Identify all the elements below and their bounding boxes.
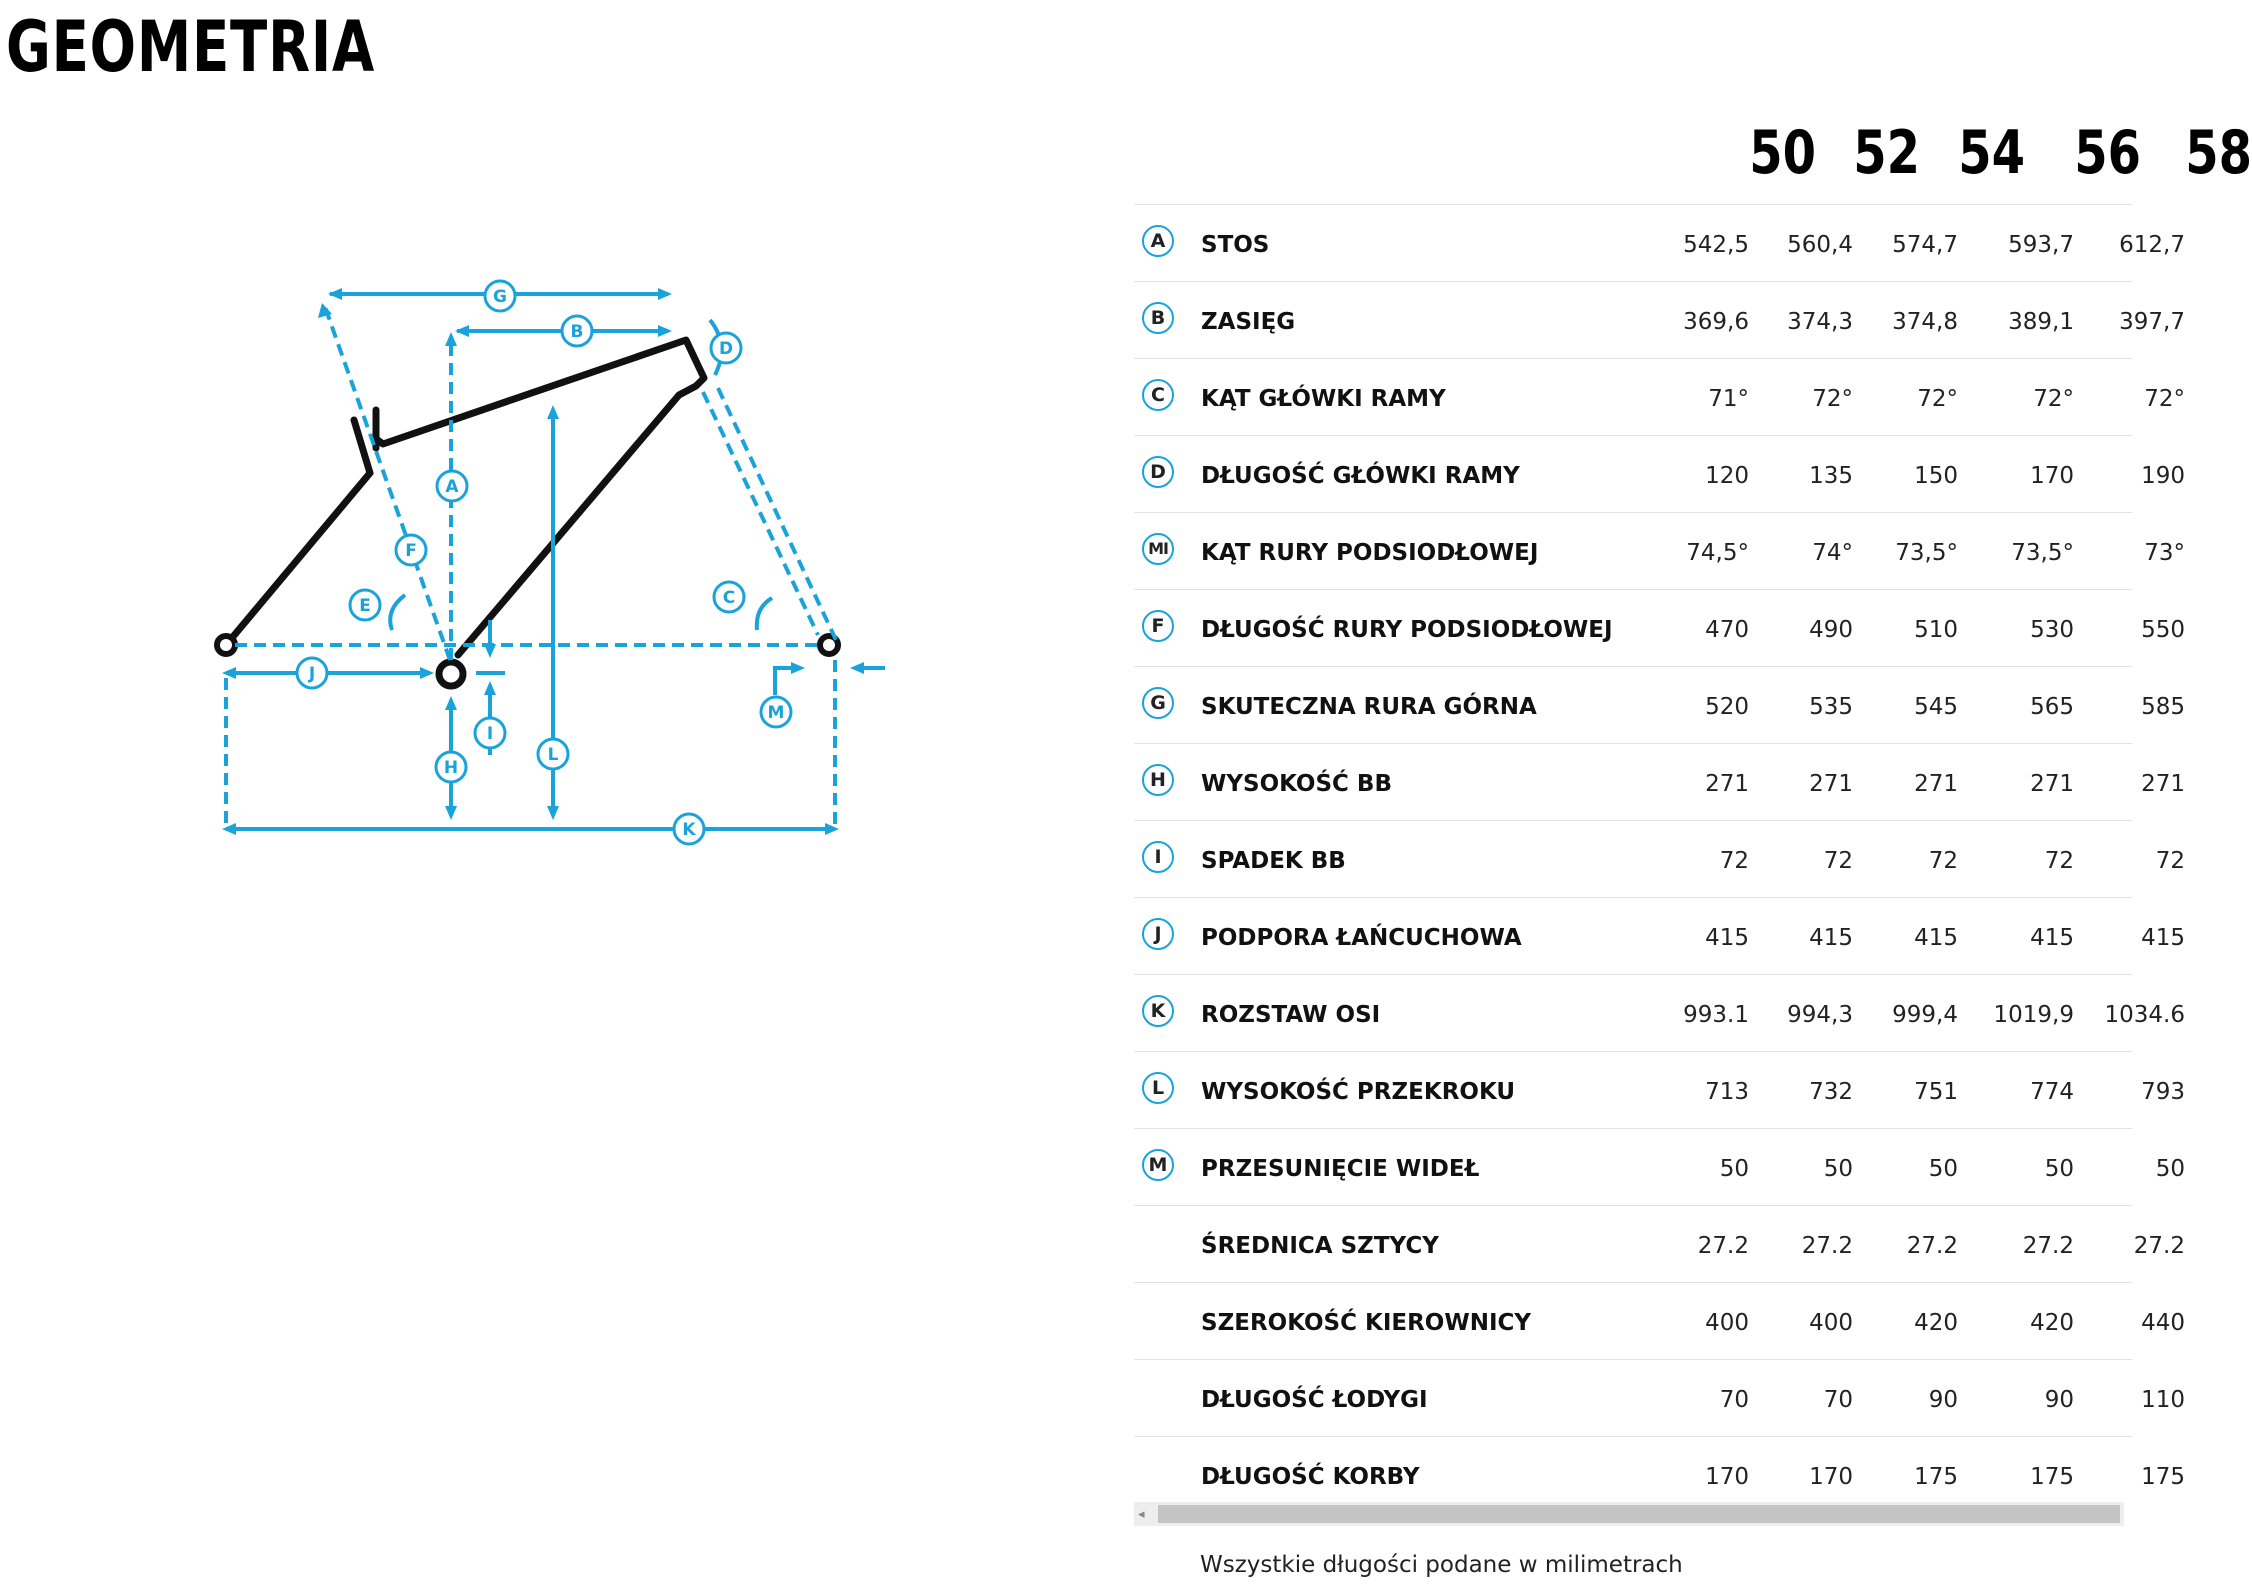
cell-value: 612,7 — [2119, 232, 2185, 258]
table-row — [1134, 1128, 2185, 1205]
cell-value: 510 — [1914, 617, 1958, 643]
cell-value: 72° — [1917, 386, 1958, 412]
cell-value: 72 — [1719, 848, 1749, 874]
cell-value: 70 — [1719, 1387, 1749, 1413]
cell-value: 550 — [2141, 617, 2185, 643]
dimension-badge: MI — [1142, 533, 1174, 565]
cell-value: 72° — [2144, 386, 2185, 412]
cell-value: 415 — [2141, 925, 2185, 951]
cell-value: 565 — [2030, 694, 2074, 720]
table-row — [1134, 589, 2185, 666]
cell-value: 415 — [2030, 925, 2074, 951]
cell-value: 389,1 — [2008, 309, 2074, 335]
cell-value: 271 — [2141, 771, 2185, 797]
cell-value: 535 — [1809, 694, 1853, 720]
svg-text:G: G — [493, 287, 507, 307]
cell-value: 420 — [2030, 1310, 2074, 1336]
row-label: ROZSTAW OSI — [1201, 1002, 1381, 1028]
dimension-badge: K — [1142, 995, 1174, 1027]
cell-value: 170 — [1705, 1464, 1749, 1490]
cell-value: 993.1 — [1683, 1002, 1749, 1028]
svg-text:K: K — [682, 820, 696, 840]
size-header: 56 — [2074, 118, 2141, 188]
row-label: KĄT RURY PODSIODŁOWEJ — [1201, 540, 1539, 566]
row-label: ŚREDNICA SZTYCY — [1201, 1233, 1439, 1259]
cell-value: 374,8 — [1892, 309, 1958, 335]
table-row — [1134, 281, 2185, 358]
row-label: DŁUGOŚĆ KORBY — [1201, 1464, 1420, 1490]
table-row — [1134, 512, 2185, 589]
cell-value: 72 — [1823, 848, 1853, 874]
cell-value: 72 — [1928, 848, 1958, 874]
dimension-badge: J — [1142, 918, 1174, 950]
svg-text:C: C — [722, 588, 736, 608]
cell-value: 120 — [1705, 463, 1749, 489]
cell-value: 170 — [2030, 463, 2074, 489]
row-label: SZEROKOŚĆ KIEROWNICY — [1201, 1310, 1532, 1336]
cell-value: 150 — [1914, 463, 1958, 489]
cell-value: 50 — [1928, 1156, 1958, 1182]
row-label: DŁUGOŚĆ RURY PODSIODŁOWEJ — [1201, 617, 1613, 643]
cell-value: 999,4 — [1892, 1002, 1958, 1028]
cell-value: 530 — [2030, 617, 2074, 643]
dimension-badge: D — [1142, 456, 1174, 488]
row-label: KĄT GŁÓWKI RAMY — [1201, 386, 1446, 412]
cell-value: 73,5° — [1895, 540, 1958, 566]
row-label: SPADEK BB — [1201, 848, 1346, 874]
table-row — [1134, 820, 2185, 897]
cell-value: 73° — [2144, 540, 2185, 566]
cell-value: 50 — [1823, 1156, 1853, 1182]
table-row — [1134, 974, 2185, 1051]
cell-value: 72° — [2033, 386, 2074, 412]
cell-value: 74° — [1812, 540, 1853, 566]
svg-text:B: B — [570, 322, 584, 342]
table-row — [1134, 1282, 2185, 1359]
bike-frame — [226, 340, 704, 655]
table-row — [1134, 1205, 2185, 1282]
cell-value: 545 — [1914, 694, 1958, 720]
cell-value: 90 — [2044, 1387, 2074, 1413]
dimension-badge: G — [1142, 687, 1174, 719]
row-label: WYSOKOŚĆ PRZEKROKU — [1201, 1079, 1516, 1105]
cell-value: 732 — [1809, 1079, 1853, 1105]
cell-value: 190 — [2141, 463, 2185, 489]
cell-value: 585 — [2141, 694, 2185, 720]
cell-value: 90 — [1928, 1387, 1958, 1413]
cell-value: 271 — [1914, 771, 1958, 797]
cell-value: 1034.6 — [2104, 1002, 2185, 1028]
cell-value: 71° — [1708, 386, 1749, 412]
cell-value: 27.2 — [2133, 1233, 2185, 1259]
cell-value: 420 — [1914, 1310, 1958, 1336]
cell-value: 774 — [2030, 1079, 2074, 1105]
cell-value: 50 — [1719, 1156, 1749, 1182]
dimension-badge: F — [1142, 610, 1174, 642]
table-row — [1134, 743, 2185, 820]
cell-value: 27.2 — [1697, 1233, 1749, 1259]
cell-value: 713 — [1705, 1079, 1749, 1105]
rear-axle — [217, 636, 235, 654]
row-label: PODPORA ŁAŃCUCHOWA — [1201, 925, 1522, 951]
geometry-diagram — [200, 270, 920, 870]
cell-value: 397,7 — [2119, 309, 2185, 335]
cell-value: 70 — [1823, 1387, 1853, 1413]
dimension-badge: M — [1142, 1149, 1174, 1181]
page-title: GEOMETRIA — [6, 6, 376, 88]
svg-text:D: D — [718, 339, 734, 359]
cell-value: 73,5° — [2011, 540, 2074, 566]
scroll-left-icon[interactable]: ◂ — [1138, 1506, 1145, 1521]
cell-value: 793 — [2141, 1079, 2185, 1105]
cell-value: 470 — [1705, 617, 1749, 643]
table-body — [1134, 204, 2185, 1513]
svg-text:A: A — [445, 477, 459, 497]
horizontal-scrollbar[interactable] — [1134, 1502, 2124, 1526]
svg-text:H: H — [443, 758, 459, 778]
row-label: STOS — [1201, 232, 1270, 258]
cell-value: 170 — [1809, 1464, 1853, 1490]
table-row — [1134, 1051, 2185, 1128]
svg-text:E: E — [359, 596, 371, 616]
table-row — [1134, 358, 2185, 435]
cell-value: 50 — [2044, 1156, 2074, 1182]
svg-text:L: L — [547, 745, 559, 765]
svg-text:I: I — [486, 724, 494, 744]
cell-value: 1019,9 — [1993, 1002, 2074, 1028]
row-label: WYSOKOŚĆ BB — [1201, 771, 1392, 797]
cell-value: 135 — [1809, 463, 1853, 489]
svg-text:J: J — [308, 664, 316, 684]
cell-value: 490 — [1809, 617, 1853, 643]
cell-value: 440 — [2141, 1310, 2185, 1336]
cell-value: 74,5° — [1686, 540, 1749, 566]
cell-value: 994,3 — [1787, 1002, 1853, 1028]
cell-value: 560,4 — [1787, 232, 1853, 258]
row-label: SKUTECZNA RURA GÓRNA — [1201, 694, 1537, 720]
table-row — [1134, 666, 2185, 743]
scroll-thumb[interactable] — [1158, 1505, 2120, 1523]
cell-value: 400 — [1809, 1310, 1853, 1336]
cell-value: 415 — [1914, 925, 1958, 951]
table-row — [1134, 897, 2185, 974]
dimension-badge: B — [1142, 302, 1174, 334]
table-row — [1134, 1359, 2185, 1436]
size-header-row — [1134, 118, 2252, 204]
row-label: DŁUGOŚĆ ŁODYGI — [1201, 1387, 1428, 1413]
cell-value: 542,5 — [1683, 232, 1749, 258]
cell-value: 369,6 — [1683, 309, 1749, 335]
row-label: PRZESUNIĘCIE WIDEŁ — [1201, 1156, 1480, 1182]
svg-text:F: F — [405, 541, 417, 561]
size-header: 54 — [1958, 118, 2025, 188]
bottom-bracket — [439, 662, 463, 686]
svg-text:M: M — [767, 703, 785, 723]
dimension-badge: H — [1142, 764, 1174, 796]
units-footnote: Wszystkie długości podane w milimetrach — [1200, 1552, 1683, 1578]
geometry-table — [1134, 118, 2252, 1513]
cell-value: 400 — [1705, 1310, 1749, 1336]
cell-value: 520 — [1705, 694, 1749, 720]
cell-value: 415 — [1809, 925, 1853, 951]
cell-value: 72 — [2155, 848, 2185, 874]
cell-value: 175 — [2030, 1464, 2074, 1490]
cell-value: 271 — [1705, 771, 1749, 797]
dimension-badge: L — [1142, 1072, 1174, 1104]
size-header: 52 — [1853, 118, 1920, 188]
dimension-badge: C — [1142, 379, 1174, 411]
cell-value: 50 — [2155, 1156, 2185, 1182]
cell-value: 175 — [2141, 1464, 2185, 1490]
cell-value: 271 — [1809, 771, 1853, 797]
cell-value: 574,7 — [1892, 232, 1958, 258]
cell-value: 72° — [1812, 386, 1853, 412]
cell-value: 175 — [1914, 1464, 1958, 1490]
cell-value: 593,7 — [2008, 232, 2074, 258]
cell-value: 751 — [1914, 1079, 1958, 1105]
table-row — [1134, 435, 2185, 512]
cell-value: 415 — [1705, 925, 1749, 951]
row-label: ZASIĘG — [1201, 309, 1296, 335]
cell-value: 72 — [2044, 848, 2074, 874]
cell-value: 27.2 — [1906, 1233, 1958, 1259]
cell-value: 27.2 — [2022, 1233, 2074, 1259]
cell-value: 374,3 — [1787, 309, 1853, 335]
table-row — [1134, 204, 2185, 281]
row-label: DŁUGOŚĆ GŁÓWKI RAMY — [1201, 463, 1520, 489]
dimension-badge: I — [1142, 841, 1174, 873]
cell-value: 271 — [2030, 771, 2074, 797]
dimension-badge: A — [1142, 225, 1174, 257]
size-header: 50 — [1749, 118, 1816, 188]
size-header: 58 — [2185, 118, 2252, 188]
cell-value: 27.2 — [1801, 1233, 1853, 1259]
cell-value: 110 — [2141, 1387, 2185, 1413]
